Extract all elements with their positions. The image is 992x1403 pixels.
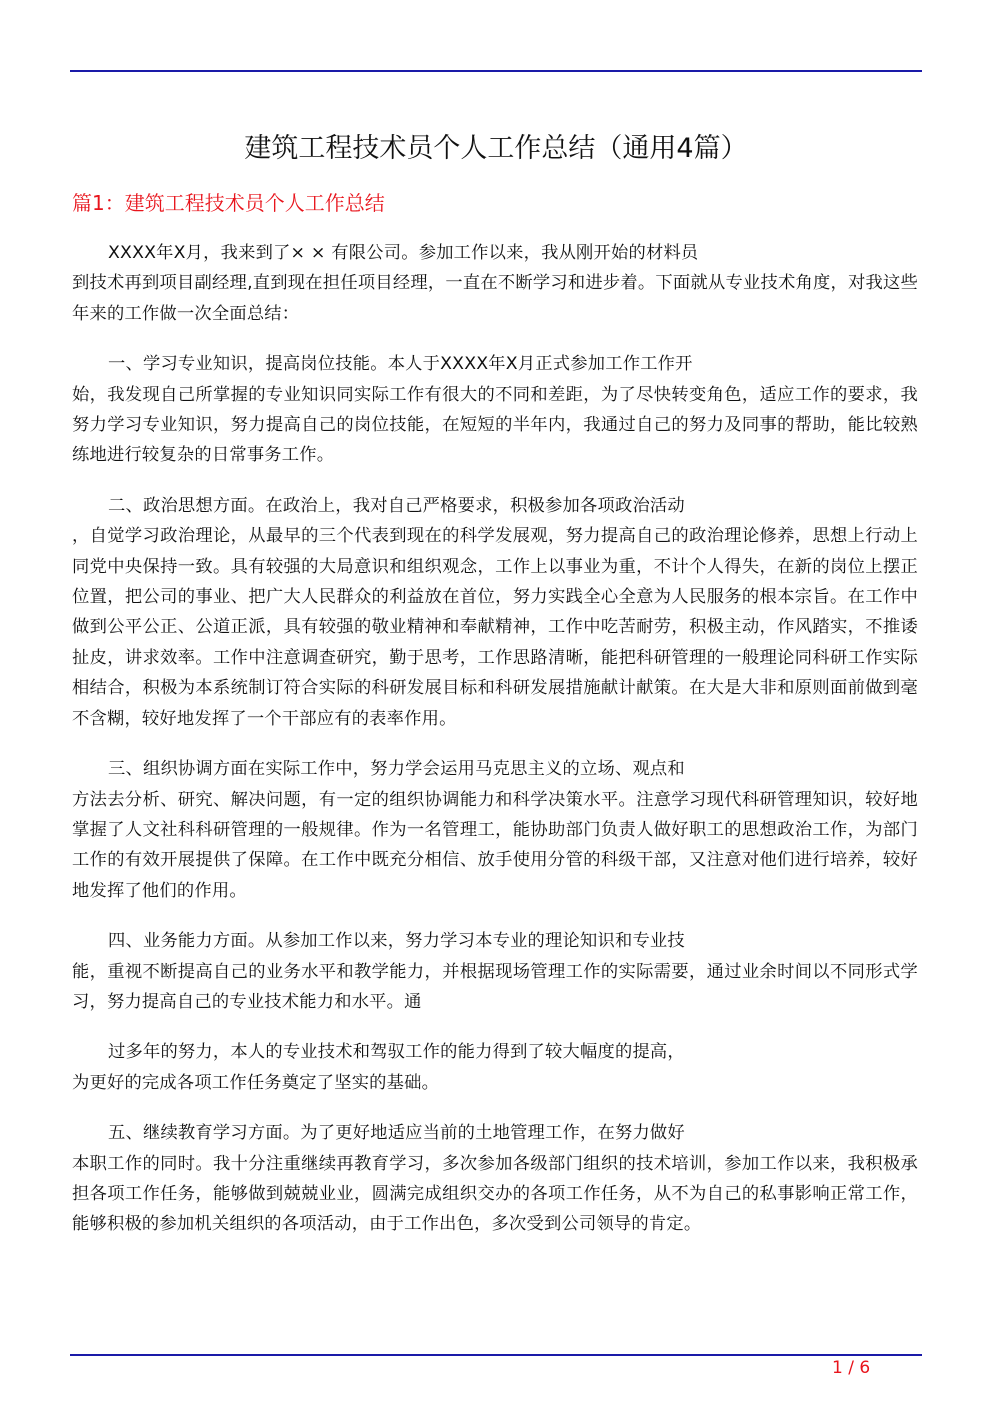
paragraph-continuation: 能，重视不断提高自己的业务水平和教学能力，并根据现场管理工作的实际需要，通过业余时间以不同形式学习，努力提高自己的专业技术能力和水平。通	[72, 961, 918, 1012]
page-indicator: 1 / 6	[832, 1358, 871, 1378]
paragraph-section-1	[72, 349, 918, 471]
document-body	[72, 238, 918, 1260]
document-title: 建筑工程技术员个人工作总结（通用4篇）	[244, 133, 748, 164]
paragraph-first-line: 二、政治思想方面。在政治上，我对自己严格要求，积极参加各项政治活动	[108, 495, 685, 516]
paragraph-first-line: 一、学习专业知识，提高岗位技能。本人于XXXX年X月正式参加工作工作开	[108, 354, 693, 375]
paragraph-continuation: 到技术再到项目副经理,直到现在担任项目经理，一直在不断学习和进步着。下面就从专业技术角度，对我这些年来的工作做一次全面总结：	[72, 273, 918, 324]
paragraph-first-line: 五、继续教育学习方面。为了更好地适应当前的土地管理工作，在努力做好	[108, 1123, 685, 1144]
footer-rule	[70, 1354, 922, 1356]
paragraph-section-3	[72, 754, 918, 906]
section-heading: 篇1：建筑工程技术员个人工作总结	[72, 191, 385, 215]
paragraph-intro	[72, 238, 918, 329]
paragraph-continuation: 始，我发现自己所掌握的专业知识同实际工作有很大的不同和差距，为了尽快转变角色，适应工作的要求，我努力学习专业知识，努力提高自己的岗位技能，在短短的半年内，我通过自己的努力及同事的帮助，能比较熟练地进行较复杂的日常事务工作。	[72, 384, 918, 466]
paragraph-section-5	[72, 1118, 918, 1240]
paragraph-continuation: 本职工作的同时。我十分注重继续再教育学习，多次参加各级部门组织的技术培训，参加工作以来，我积极承担各项工作任务，能够做到兢兢业业，圆满完成组织交办的各项工作任务，从不为自己的私事影响正常工作，能够积极的参加机关组织的各项活动，由于工作出色，多次受到公司领导的肯定。	[72, 1153, 918, 1235]
paragraph-continuation: ，自觉学习政治理论，从最早的三个代表到现在的科学发展观，努力提高自己的政治理论修养，思想上行动上同党中央保持一致。具有较强的大局意识和组织观念，工作上以事业为重，不计个人得失，在新的岗位上摆正位置，把公司的事业、把广大人民群众的利益放在首位，努力实践全心全意为人民服务的根本宗旨。在工作中做到公平公正、公道正派，具有较强的敬业精神和奉献精神，工作中吃苦耐劳，积极主动，作风踏实，不推诿扯皮，讲求效率。工作中注意调查研究，勤于思考，工作思路清晰，能把科研管理的一般理论同科研工作实际相结合，积极为本系统制订符合实际的科研发展目标和科研发展措施献计献策。在大是大非和原则面前做到毫不含糊，较好地发挥了一个干部应有的表率作用。	[72, 526, 918, 729]
paragraph-section-4	[72, 926, 918, 1017]
paragraph-first-line: 过多年的努力，本人的专业技术和驾驭工作的能力得到了较大幅度的提高，	[108, 1042, 685, 1063]
header-rule	[70, 70, 922, 72]
paragraph-first-line: XXXX年X月，我来到了× × 有限公司。参加工作以来，我从刚开始的材料员	[108, 243, 699, 263]
paragraph-section-4-continued	[72, 1037, 918, 1098]
paragraph-first-line: 三、组织协调方面在实际工作中，努力学会运用马克思主义的立场、观点和	[108, 759, 685, 780]
paragraph-section-2	[72, 491, 918, 734]
paragraph-first-line: 四、业务能力方面。从参加工作以来，努力学习本专业的理论知识和专业技	[108, 931, 685, 952]
paragraph-continuation: 为更好的完成各项工作任务奠定了坚实的基础。	[72, 1072, 440, 1093]
paragraph-continuation: 方法去分析、研究、解决问题，有一定的组织协调能力和科学决策水平。注意学习现代科研管理知识，较好地掌握了人文社科科研管理的一般规律。作为一名管理工，能协助部门负责人做好职工的思想政治工作，为部门工作的有效开展提供了保障。在工作中既充分相信、放手使用分管的科级干部，又注意对他们进行培养，较好地发挥了他们的作用。	[72, 789, 918, 901]
